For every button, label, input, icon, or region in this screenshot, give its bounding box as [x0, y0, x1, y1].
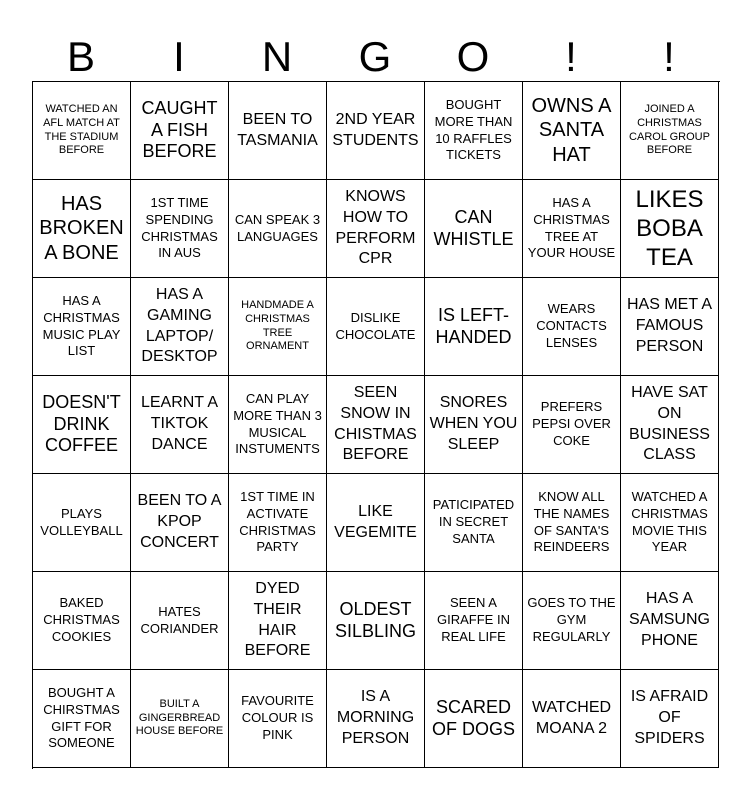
bingo-cell[interactable]: SNORES WHEN YOU SLEEP [425, 376, 523, 474]
bingo-board [32, 81, 720, 769]
bingo-cell[interactable]: HAVE SAT ON BUSINESS CLASS [621, 376, 719, 474]
header-letter-b: B [66, 33, 95, 80]
bingo-cell[interactable]: DISLIKE CHOCOLATE [327, 278, 425, 376]
bingo-cell[interactable]: LIKES BOBA TEA [621, 180, 719, 278]
bingo-cell[interactable]: CAN PLAY MORE THAN 3 MUSICAL INSTUMENTS [229, 376, 327, 474]
header-exclamation-2: ! [663, 33, 675, 80]
bingo-cell[interactable]: BOUGHT A CHIRSTMAS GIFT FOR SOMEONE [33, 670, 131, 768]
bingo-cell[interactable]: OLDEST SILBLING [327, 572, 425, 670]
bingo-cell[interactable]: CAUGHT A FISH BEFORE [131, 82, 229, 180]
header-letter-i: I [173, 33, 185, 80]
bingo-cell[interactable]: CAN WHISTLE [425, 180, 523, 278]
bingo-cell[interactable]: GOES TO THE GYM REGULARLY [523, 572, 621, 670]
bingo-cell[interactable]: HAS BROKEN A BONE [33, 180, 131, 278]
bingo-cell[interactable]: IS LEFT-HANDED [425, 278, 523, 376]
bingo-cell[interactable]: HATES CORIANDER [131, 572, 229, 670]
bingo-header [32, 32, 718, 82]
bingo-cell[interactable]: LIKE VEGEMITE [327, 474, 425, 572]
bingo-cell[interactable]: LEARNT A TIKTOK DANCE [131, 376, 229, 474]
header-letter-g: G [358, 33, 392, 80]
bingo-cell[interactable]: KNOWS HOW TO PERFORM CPR [327, 180, 425, 278]
bingo-cell[interactable]: HAS A CHRISTMAS MUSIC PLAY LIST [33, 278, 131, 376]
bingo-cell[interactable]: PREFERS PEPSI OVER COKE [523, 376, 621, 474]
bingo-cell[interactable]: SCARED OF DOGS [425, 670, 523, 768]
bingo-cell[interactable]: HAS A SAMSUNG PHONE [621, 572, 719, 670]
bingo-cell[interactable]: JOINED A CHRISTMAS CAROL GROUP BEFORE [621, 82, 719, 180]
bingo-cell[interactable]: SEEN A GIRAFFE IN REAL LIFE [425, 572, 523, 670]
bingo-cell[interactable]: OWNS A SANTA HAT [523, 82, 621, 180]
bingo-cell[interactable]: 1ST TIME IN ACTIVATE CHRISTMAS PARTY [229, 474, 327, 572]
bingo-cell[interactable]: HAS A GAMING LAPTOP/ DESKTOP [131, 278, 229, 376]
bingo-cell[interactable]: BAKED CHRISTMAS COOKIES [33, 572, 131, 670]
bingo-cell[interactable]: FAVOURITE COLOUR IS PINK [229, 670, 327, 768]
bingo-cell[interactable]: BEEN TO TASMANIA [229, 82, 327, 180]
bingo-cell[interactable]: DYED THEIR HAIR BEFORE [229, 572, 327, 670]
bingo-cell[interactable]: 1ST TIME SPENDING CHRISTMAS IN AUS [131, 180, 229, 278]
bingo-cell[interactable]: DOESN'T DRINK COFFEE [33, 376, 131, 474]
header-letter-o: O [456, 33, 490, 80]
bingo-cell[interactable]: HAS MET A FAMOUS PERSON [621, 278, 719, 376]
bingo-cell[interactable]: SEEN SNOW IN CHISTMAS BEFORE [327, 376, 425, 474]
bingo-cell[interactable]: WEARS CONTACTS LENSES [523, 278, 621, 376]
bingo-cell[interactable]: CAN SPEAK 3 LANGUAGES [229, 180, 327, 278]
bingo-cell[interactable]: BUILT A GINGERBREAD HOUSE BEFORE [131, 670, 229, 768]
bingo-cell[interactable]: PATICIPATED IN SECRET SANTA [425, 474, 523, 572]
bingo-cell[interactable]: 2ND YEAR STUDENTS [327, 82, 425, 180]
bingo-cell[interactable]: HANDMADE A CHRISTMAS TREE ORNAMENT [229, 278, 327, 376]
bingo-cell[interactable]: IS AFRAID OF SPIDERS [621, 670, 719, 768]
header-exclamation-1: ! [565, 33, 577, 80]
bingo-cell[interactable]: WATCHED A CHRISTMAS MOVIE THIS YEAR [621, 474, 719, 572]
header-letter-n: N [261, 33, 293, 80]
bingo-cell[interactable]: WATCHED MOANA 2 [523, 670, 621, 768]
bingo-cell[interactable]: WATCHED AN AFL MATCH AT THE STADIUM BEFORE [33, 82, 131, 180]
bingo-cell[interactable]: KNOW ALL THE NAMES OF SANTA'S REINDEERS [523, 474, 621, 572]
bingo-cell[interactable]: HAS A CHRISTMAS TREE AT YOUR HOUSE [523, 180, 621, 278]
bingo-cell[interactable]: PLAYS VOLLEYBALL [33, 474, 131, 572]
bingo-cell[interactable]: IS A MORNING PERSON [327, 670, 425, 768]
bingo-cell[interactable]: BOUGHT MORE THAN 10 RAFFLES TICKETS [425, 82, 523, 180]
bingo-cell[interactable]: BEEN TO A KPOP CONCERT [131, 474, 229, 572]
